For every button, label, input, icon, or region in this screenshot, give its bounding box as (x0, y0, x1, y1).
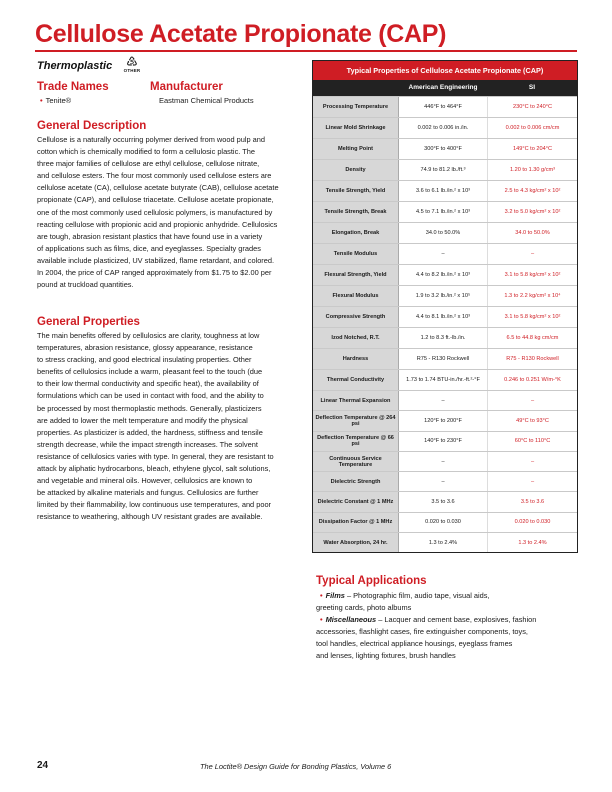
column-header-property (313, 80, 399, 96)
property-cell: Izod Notched, R.T. (313, 328, 399, 348)
property-cell: Deflection Temperature @ 66 psi (313, 432, 399, 451)
property-cell: Melting Point (313, 139, 399, 159)
trade-names-heading: Trade Names (37, 81, 109, 93)
properties-table (312, 60, 578, 553)
recycle-symbol (122, 55, 142, 77)
general-description-heading: General Description (37, 120, 147, 132)
english-value-cell: 4.4 to 8.2 lb./in.² x 10³ (415, 272, 471, 278)
property-cell: Dielectric Strength (313, 472, 399, 491)
property-cell: Flexural Strength, Yield (313, 265, 399, 285)
property-cell: Deflection Temperature @ 264 psi (313, 411, 399, 430)
table-row (313, 117, 577, 138)
si-value-cell: – (487, 472, 577, 491)
english-value-cell: 120°F to 200°F (424, 417, 462, 424)
si-value-cell: 1.3 to 2.2 kg/cm² x 10⁴ (487, 286, 577, 306)
table-row (313, 243, 577, 264)
list-item-continuation: accessories, flashlight cases, fire extinguisher components, toys, (316, 627, 528, 636)
english-value-cell: 4.4 to 8.1 lb./in.² x 10³ (415, 314, 471, 320)
property-cell: Compressive Strength (313, 307, 399, 327)
english-value-cell: 0.002 to 0.006 in./in. (417, 125, 469, 131)
si-value-cell: – (487, 244, 577, 264)
si-value-cell: 2.5 to 4.3 kg/cm² x 10² (487, 181, 577, 201)
si-value-cell: 6.5 to 44.8 kg cm/cm (487, 328, 577, 348)
trade-name-item: • Tenite® (40, 96, 72, 105)
si-value-cell: – (487, 391, 577, 410)
property-cell: Density (313, 160, 399, 180)
classification-label: Thermoplastic (37, 60, 113, 72)
manufacturer-heading: Manufacturer (150, 81, 223, 93)
si-value-cell: 3.1 to 5.8 kg/cm² x 10² (487, 265, 577, 285)
table-title: Typical Properties of Cellulose Acetate Propionate (CAP) (313, 61, 577, 80)
english-value-cell: – (441, 251, 445, 257)
bullet-icon: • (320, 615, 323, 624)
property-cell: Thermal Conductivity (313, 370, 399, 390)
table-row (313, 471, 577, 491)
property-cell: Hardness (313, 349, 399, 369)
english-value-cell: 74.9 to 81.2 lb./ft.³ (420, 167, 466, 173)
list-item: • Miscellaneous – Lacquer and cement base, explosives, fashion (320, 615, 537, 624)
page-title: Cellulose Acetate Propionate (CAP) (35, 20, 447, 48)
property-cell: Linear Thermal Expansion (313, 391, 399, 410)
english-value-cell: 446°F to 464°F (424, 104, 462, 110)
english-value-cell: 0.020 to 0.030 (425, 519, 461, 526)
property-cell: Tensile Strength, Yield (313, 181, 399, 201)
column-header-si: SI (528, 84, 536, 91)
general-properties-heading: General Properties (37, 316, 140, 328)
english-value-cell: – (441, 458, 445, 465)
table-row (313, 451, 577, 471)
typical-applications-body (316, 590, 536, 662)
manufacturer-item: Eastman Chemical Products (159, 96, 254, 105)
si-value-cell: 3.1 to 5.8 kg/cm² x 10² (487, 307, 577, 327)
si-value-cell: 0.246 to 0.251 W/m-°K (487, 370, 577, 390)
table-row (313, 327, 577, 348)
table-header (313, 80, 577, 96)
table-row (313, 348, 577, 369)
table-row (313, 222, 577, 243)
property-cell: Tensile Strength, Break (313, 202, 399, 222)
recycle-label: OTHER (123, 68, 141, 73)
english-value-cell: 300°F to 400°F (424, 146, 462, 152)
si-value-cell: R75 - R130 Rockwell (487, 349, 577, 369)
english-value-cell: 3.6 to 6.1 lb./in.² x 10³ (415, 188, 471, 194)
english-value-cell: – (441, 478, 445, 485)
list-item: • Films – Photographic film, audio tape, visual aids, (320, 591, 490, 600)
table-row (313, 390, 577, 410)
table-row (313, 285, 577, 306)
bullet-icon: • (40, 96, 43, 105)
english-value-cell: 1.73 to 1.74 BTU-in./hr.-ft.²-°F (406, 377, 480, 383)
table-row (313, 201, 577, 222)
si-value-cell: 3.2 to 5.0 kg/cm² x 10² (487, 202, 577, 222)
english-value-cell: 1.2 to 8.3 ft.-lb./in. (420, 335, 466, 341)
english-value-cell: 1.3 to 2.4% (428, 539, 458, 546)
si-value-cell: 3.5 to 3.6 (487, 492, 577, 511)
property-cell: Dissipation Factor @ 1 MHz (313, 513, 399, 532)
table-row (313, 159, 577, 180)
si-value-cell: 34.0 to 50.0% (487, 223, 577, 243)
table-body (313, 96, 577, 552)
table-row (313, 431, 577, 451)
property-cell: Tensile Modulus (313, 244, 399, 264)
typical-applications-heading: Typical Applications (316, 575, 427, 587)
general-properties-body: The main benefits offered by cellulosics are clarity, toughness at low temperatures, abrasion resistance, glossy appearance, resistance to stress cracking, and good electrical insulating properties. Other benefits of cellulosics include a warm, pleasant feel to the touch (due to their low thermal conductivity and specific heat), the availability of formulations which can be used in contact with food, and the ability to be processed by most thermoplastic methods. Generally, plasticizers are added to lower the melt temperature and modify the physical properties. As plasticizer is added, the hardness, stiffness and tensile strength decrease, while the impact strength increases. The solvent resistance of cellulosics varies with type. In general, they are resistant to attack by aliphatic hydrocarbons, bleach, ethylene glycol, salt solutions, and vegetable and mineral oils. However, cellulosics are known to be attacked by alkaline materials and fungus. Cellulosics are further limited by their flammability, low continuous use temperatures, and poor resistance to weathering, although UV resistant grades are available. (37, 331, 274, 522)
si-value-cell: 60°C to 110°C (487, 432, 577, 451)
table-row (313, 306, 577, 327)
bullet-icon: • (320, 591, 323, 600)
table-row (313, 180, 577, 201)
general-description-body: Cellulose is a naturally occurring polymer derived from wood pulp and cotton which is chemically modified to form a cellulosic plastic. The three major families of cellulose are ethyl cellulose, cellulose nitrate, and cellulose esters. The four most commonly used cellulose esters are cellulose acetate (CA), cellulose acetate butyrate (CAB), cellulose acetate propionate (CAP), and cellulose triacetate. Cellulose acetate propionate, one of the most commonly used cellulosic polymers, is manufactured by reacting cellulose with propionic acid and propionic anhydride. Cellulosics are tough, abrasion resistant plastics that have found use in a variety of applications such as films, dice, and eyeglasses. Specialty grades available include plasticized, UV stabilized, flame retardant, and colored. In 2004, the price of CAP ranged approximately from $1.75 to $2.00 per pound at truckload quantities. (37, 135, 279, 290)
si-value-cell: – (487, 452, 577, 471)
property-cell: Processing Temperature (313, 97, 399, 117)
english-value-cell: – (441, 397, 445, 404)
si-value-cell: 1.20 to 1.30 g/cm³ (487, 160, 577, 180)
table-row (313, 138, 577, 159)
english-value-cell: 140°F to 230°F (424, 438, 462, 445)
si-value-cell: 0.020 to 0.030 (487, 513, 577, 532)
recycle-icon: ♷ (126, 54, 138, 69)
si-value-cell: 1.3 to 2.4% (487, 533, 577, 552)
table-row (313, 512, 577, 532)
table-row (313, 532, 577, 552)
english-value-cell: R75 - R130 Rockwell (416, 356, 470, 362)
property-cell: Continuous Service Temperature (313, 452, 399, 471)
footer-text: The Loctite® Design Guide for Bonding Plastics, Volume 6 (200, 762, 392, 771)
si-value-cell: 49°C to 93°C (487, 411, 577, 430)
table-row (313, 96, 577, 117)
table-row (313, 410, 577, 430)
column-header-english: American Engineering (408, 84, 478, 91)
table-row (313, 264, 577, 285)
table-row (313, 491, 577, 511)
title-rule (35, 50, 577, 52)
list-item-continuation: tool handles, electrical appliance housings, eyeglass frames (316, 639, 513, 648)
english-value-cell: 34.0 to 50.0% (425, 230, 461, 236)
english-value-cell: 1.9 to 3.2 lb./in.² x 10⁵ (415, 293, 471, 299)
property-cell: Linear Mold Shrinkage (313, 118, 399, 138)
property-cell: Water Absorption, 24 hr. (313, 533, 399, 552)
english-value-cell: 4.5 to 7.1 lb./in.² x 10³ (415, 209, 471, 215)
property-cell: Flexural Modulus (313, 286, 399, 306)
table-row (313, 369, 577, 390)
property-cell: Dielectric Constant @ 1 MHz (313, 492, 399, 511)
property-cell: Elongation, Break (313, 223, 399, 243)
si-value-cell: 0.002 to 0.006 cm/cm (487, 118, 577, 138)
list-item-continuation: greeting cards, photo albums (316, 603, 412, 612)
si-value-cell: 149°C to 204°C (487, 139, 577, 159)
list-item-continuation: and lenses, lighting fixtures, brush handles (316, 651, 456, 660)
page-number: 24 (37, 760, 49, 771)
english-value-cell: 3.5 to 3.6 (431, 499, 455, 506)
si-value-cell: 230°C to 240°C (487, 97, 577, 117)
